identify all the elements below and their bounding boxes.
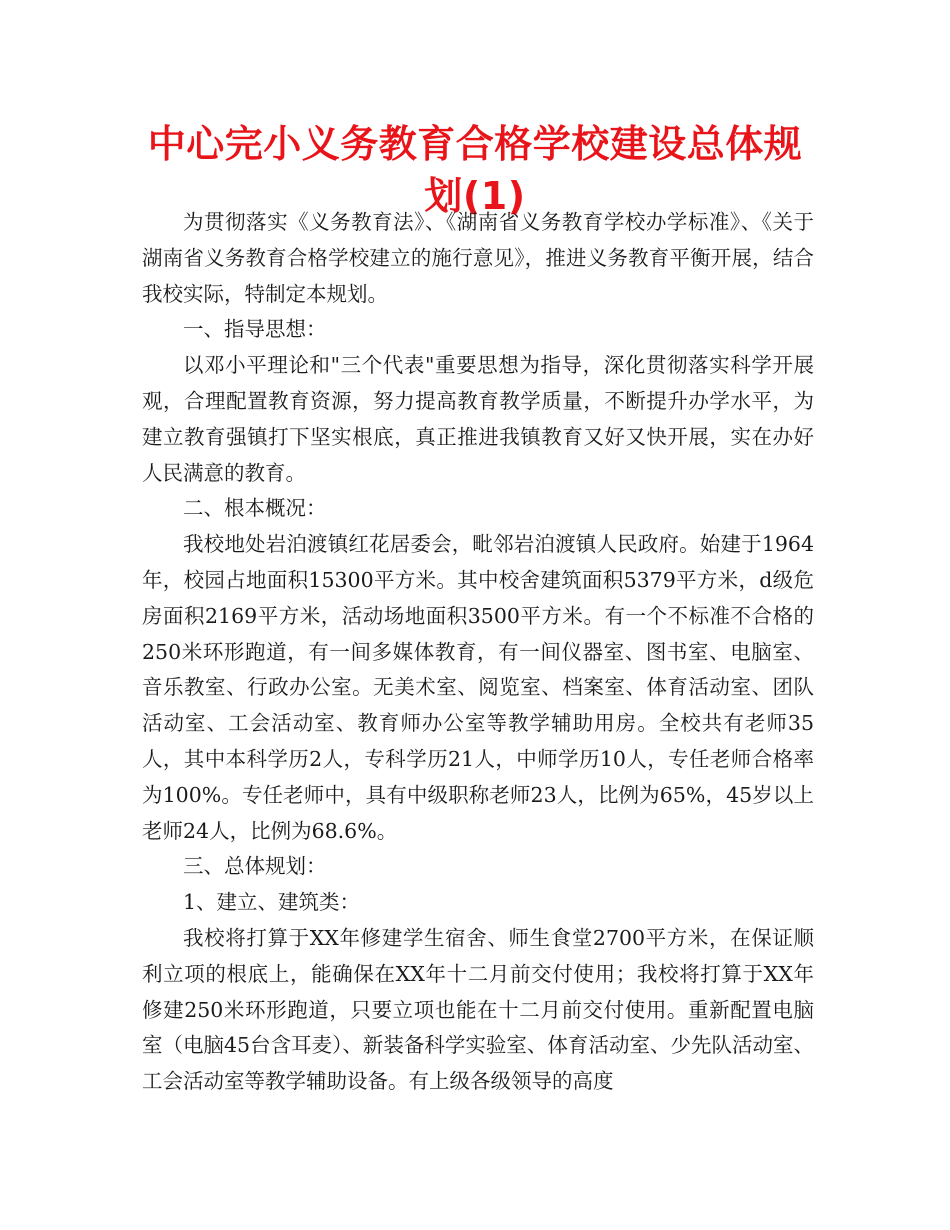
section-heading-basic-situation: 二、根本概况： xyxy=(183,496,327,521)
section-heading-overall-plan: 三、总体规划： xyxy=(183,854,327,879)
paragraph-construction: 我校将打算于XX年修建学生宿舍、师生食堂2700平方米，在保证顺利立项的根底上，能确保在XX年十二月前交付使用；我校将打算于XX年修建250米环形跑道，只要立项也能在十二月前交付使用。重新配置电脑室（电脑45台含耳麦）、新装备科学实验室、体育活动室、少先队活动室、工会活动室等教学辅助设备。有上级各级领导的高度 xyxy=(142,925,814,1094)
document-title: 中心完小义务教育合格学校建设总体规划(1) xyxy=(147,122,803,218)
paragraph-guiding-ideology: 以邓小平理论和"三个代表"重要思想为指导，深化贯彻落实科学开展观，合理配置教育资源，努力提高教育教学质量，不断提升办学水平，为建立教育强镇打下坚实根底，真正推进我镇教育又好又快开展，实在办好人民满意的教育。 xyxy=(142,353,814,485)
subsection-heading-construction: 1、建立、建筑类： xyxy=(183,890,361,915)
document-body xyxy=(142,205,814,1100)
section-heading-guiding-ideology: 一、指导思想： xyxy=(183,317,327,342)
paragraph-intro: 为贯彻落实《义务教育法》、《湖南省义务教育学校办学标准》、《关于湖南省义务教育合格学校建立的施行意见》，推进义务教育平衡开展，结合我校实际，特制定本规划。 xyxy=(142,210,814,306)
paragraph-basic-situation: 我校地处岩泊渡镇红花居委会，毗邻岩泊渡镇人民政府。始建于1964年，校园占地面积15300平方米。其中校舍建筑面积5379平方米，d级危房面积2169平方米，活动场地面积3500平方米。有一个不标准不合格的250米环形跑道，有一间多媒体教育，有一间仪器室、图书室、电脑室、音乐教室、行政办公室。无美术室、阅览室、档案室、体育活动室、团队活动室、工会活动室、教育师办公室等教学辅助用房。全校共有老师35人，其中本科学历2人，专科学历21人，中师学历10人，专任老师合格率为100%。专任老师中，具有中级职称老师23人，比例为65%，45岁以上老师24人，比例为68.6%。 xyxy=(142,532,814,843)
